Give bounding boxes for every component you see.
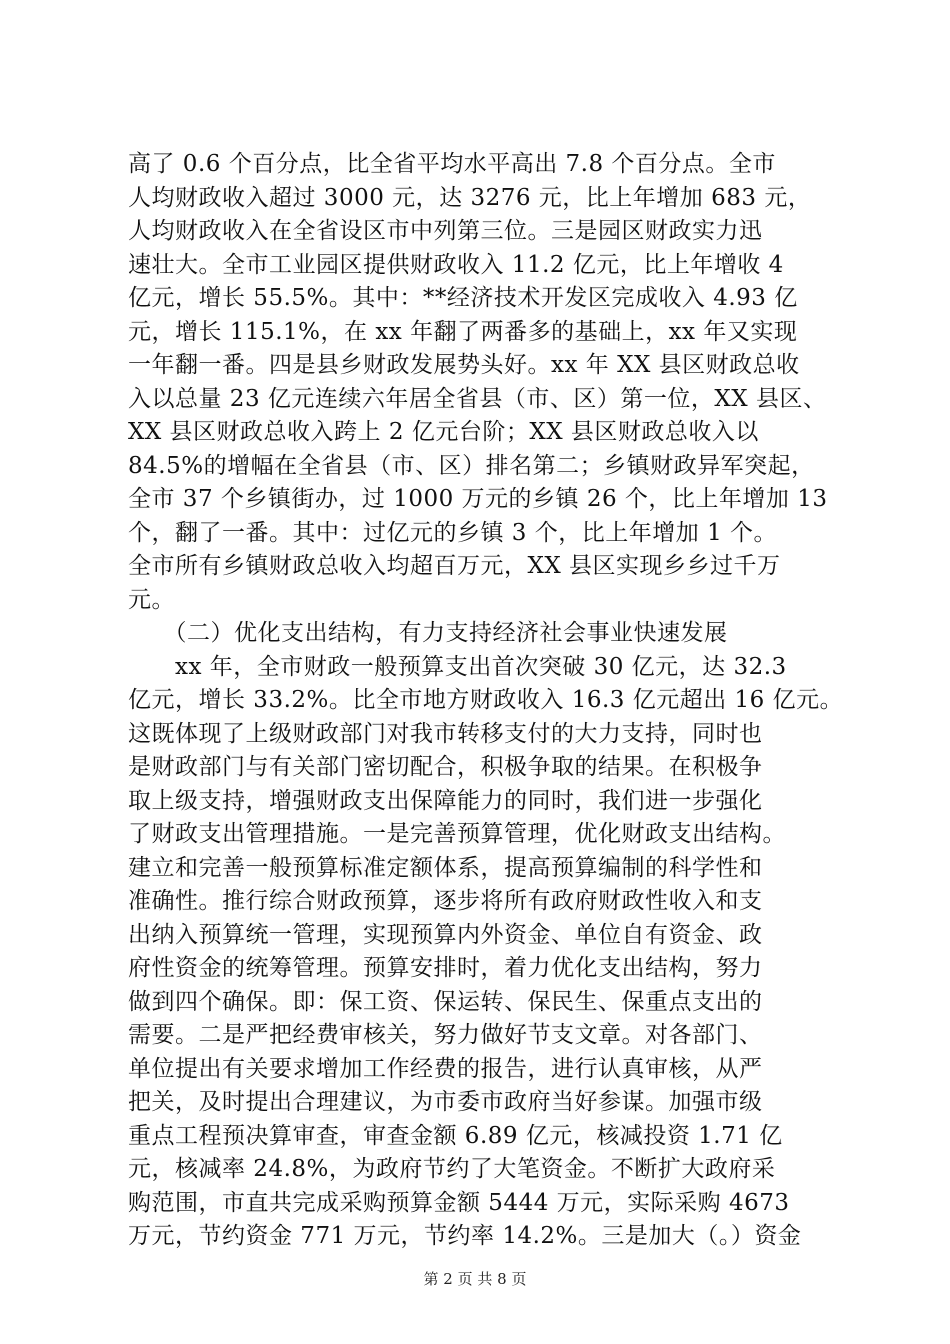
page-number-footer: 第 2 页 共 8 页 xyxy=(423,1270,527,1288)
text-line: 元，增长 115.1%，在 xx 年翻了两番多的基础上，xx 年又实现 xyxy=(128,318,798,345)
text-line: 入以总量 23 亿元连续六年居全省县（市、区）第一位，XX 县区、 xyxy=(128,385,827,412)
text-line: 这既体现了上级财政部门对我市转移支付的大力支持，同时也 xyxy=(128,720,763,747)
text-line: 亿元，增长 33.2%。比全市地方财政收入 16.3 亿元超出 16 亿元。 xyxy=(128,687,844,713)
text-line: 准确性。推行综合财政预算，逐步将所有政府财政性收入和支 xyxy=(128,888,763,914)
text-line: 全市所有乡镇财政总收入均超百万元，XX 县区实现乡乡过千万 xyxy=(128,553,781,579)
text-line: 是财政部门与有关部门密切配合，积极争取的结果。在积极争 xyxy=(128,754,763,780)
text-line: 需要。二是严把经费审核关，努力做好节支文章。对各部门、 xyxy=(128,1022,763,1048)
text-line: 府性资金的统筹管理。预算安排时，着力优化支出结构，努力 xyxy=(128,955,763,981)
text-line: 购范围，市直共完成采购预算金额 5444 万元，实际采购 4673 xyxy=(128,1189,790,1216)
text-line: 单位提出有关要求增加工作经费的报告，进行认真审核，从严 xyxy=(128,1055,763,1082)
text-line: 全市 37 个乡镇街办，过 1000 万元的乡镇 26 个，比上年增加 13 xyxy=(128,486,828,512)
text-line: 一年翻一番。四是县乡财政发展势头好。xx 年 XX 县区财政总收 xyxy=(128,352,800,378)
text-line: 了财政支出管理措施。一是完善预算管理，优化财政支出结构。 xyxy=(128,821,786,847)
text-line: 高了 0.6 个百分点，比全省平均水平高出 7.8 个百分点。全市 xyxy=(128,151,776,177)
text-line: 出纳入预算统一管理，实现预算内外资金、单位自有资金、政 xyxy=(128,921,763,948)
text-line: 做到四个确保。即：保工资、保运转、保民生、保重点支出的 xyxy=(128,988,763,1015)
text-line: 元，核减率 24.8%，为政府节约了大笔资金。不断扩大政府采 xyxy=(128,1156,776,1182)
section-heading: （二）优化支出结构，有力支持经济社会事业快速发展 xyxy=(128,620,728,646)
text-line: 人均财政收入在全省设区市中列第三位。三是园区财政实力迅 xyxy=(128,218,763,244)
text-line: 元。 xyxy=(128,586,175,613)
text-line: 把关，及时提出合理建议，为市委市政府当好参谋。加强市级 xyxy=(128,1089,763,1115)
text-line: 建立和完善一般预算标准定额体系，提高预算编制的科学性和 xyxy=(128,854,763,881)
text-line: 个，翻了一番。其中：过亿元的乡镇 3 个，比上年增加 1 个。 xyxy=(128,519,778,546)
text-line: 速壮大。全市工业园区提供财政收入 11.2 亿元，比上年增收 4 xyxy=(128,251,784,278)
document-body xyxy=(128,148,844,1254)
text-line: 万元，节约资金 771 万元，节约率 14.2%。三是加大（。）资金 xyxy=(128,1223,802,1249)
text-line: 亿元，增长 55.5%。其中：**经济技术开发区完成收入 4.93 亿 xyxy=(128,285,798,311)
text-line: 84.5%的增幅在全省县（市、区）排名第二；乡镇财政异军突起， xyxy=(128,452,815,479)
text-line: xx 年，全市财政一般预算支出首次突破 30 亿元，达 32.3 xyxy=(128,653,787,680)
text-line: 重点工程预决算审查，审查金额 6.89 亿元，核减投资 1.71 亿 xyxy=(128,1122,783,1149)
text-line: XX 县区财政总收入跨上 2 亿元台阶；XX 县区财政总收入以 xyxy=(128,419,759,445)
text-line: 人均财政收入超过 3000 元，达 3276 元，比上年增加 683 元， xyxy=(128,184,812,211)
text-line: 取上级支持，增强财政支出保障能力的同时，我们进一步强化 xyxy=(128,787,763,814)
